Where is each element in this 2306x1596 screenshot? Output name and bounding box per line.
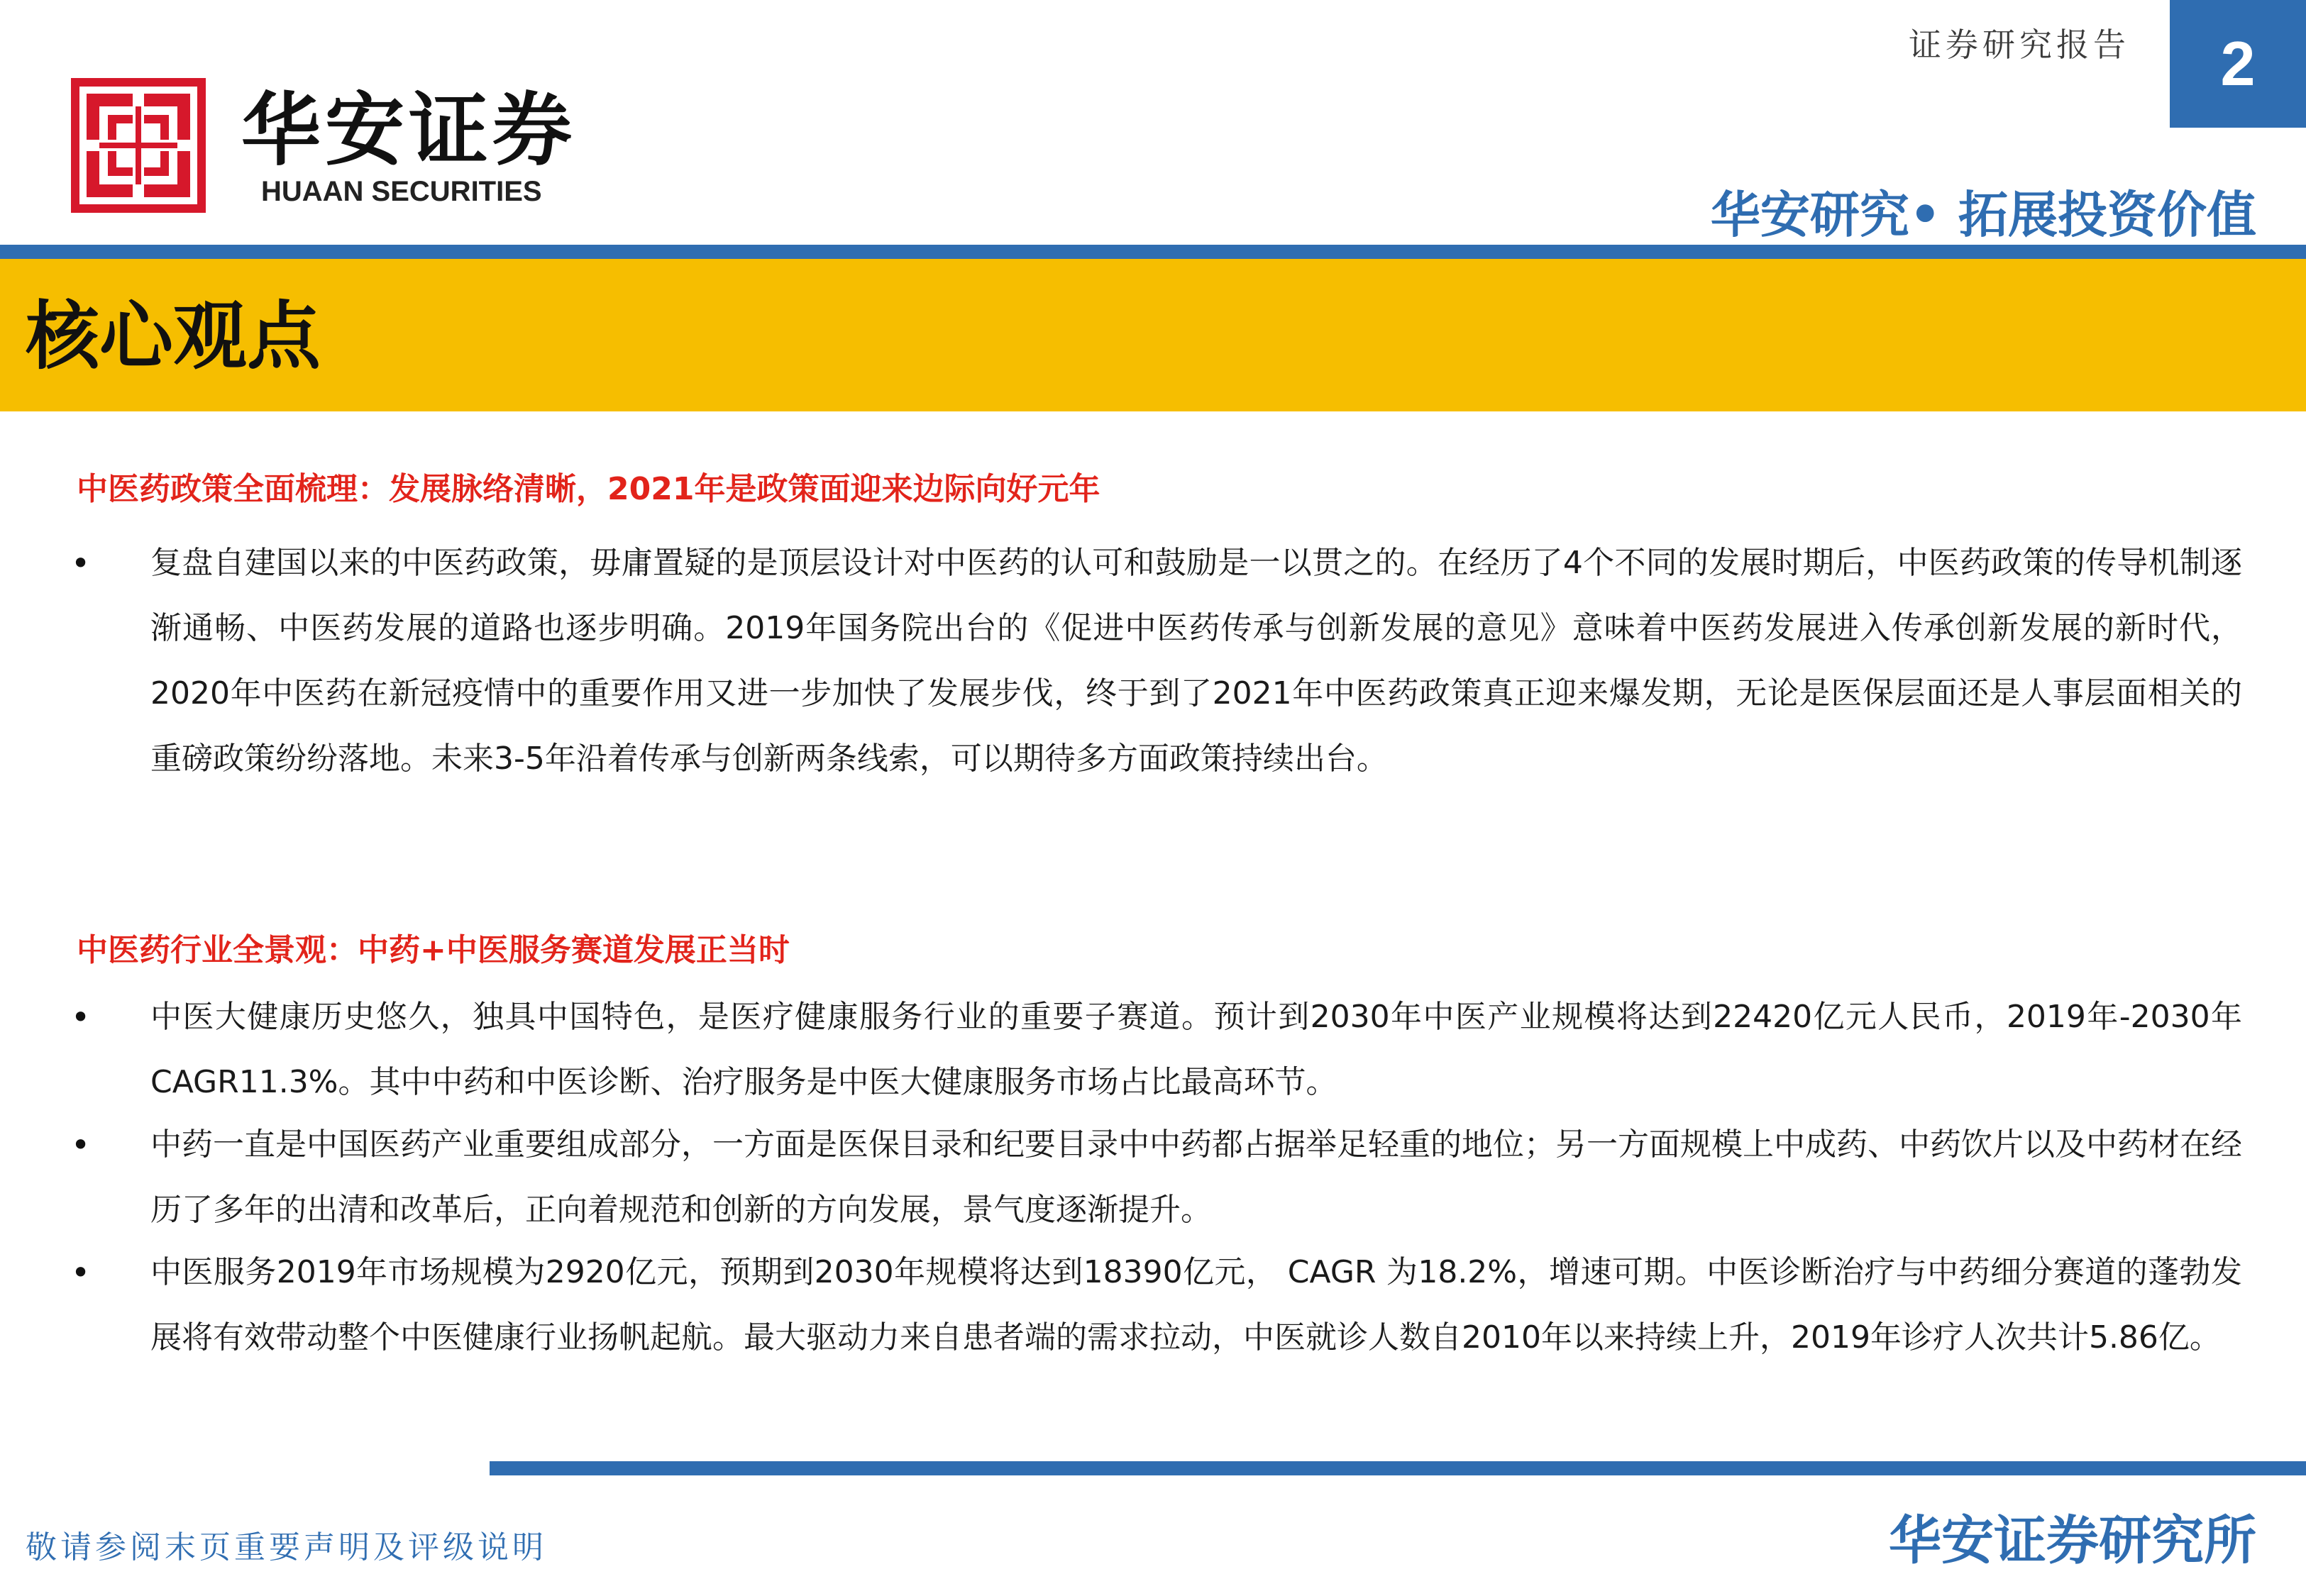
huaan-logo-seal-icon [71, 78, 206, 213]
page-number-badge: 2 [2170, 0, 2306, 128]
bullet-icon: • [71, 544, 91, 582]
bullet-icon: • [71, 998, 91, 1036]
report-type-label: 证券研究报告 [1909, 26, 2130, 64]
logo-chinese-name: 华安证券 [241, 84, 576, 177]
bullet-item [71, 985, 2242, 1115]
section-title: 核心观点 [26, 292, 321, 379]
footer-divider [490, 1461, 2306, 1475]
bullet-item [71, 531, 2242, 792]
footer-disclaimer: 敬请参阅末页重要声明及评级说明 [26, 1529, 547, 1565]
bullet-text: 中医服务2019年市场规模为2920亿元，预期到2030年规模将达到18390亿元， CAGR 为18.2%，增速可期。中医诊断治疗与中药细分赛道的蓬勃发展将有效带动整个中医健康行业扬帆起航。最大驱动力来自患者端的需求拉动，中医就诊人数自2010年以来持续上升，2019年诊疗人次共计5.86亿。 [150, 1254, 2242, 1356]
sub-heading-industry: 中医药行业全景观：中药+中医服务赛道发展正当时 [77, 932, 790, 968]
header-slogan: 华安研究• 拓展投资价值 [1710, 186, 2256, 244]
header-divider [0, 245, 2306, 259]
footer-institute: 华安证券研究所 [1889, 1510, 2256, 1571]
bullet-text: 中药一直是中国医药产业重要组成部分，一方面是医保目录和纪要目录中中药都占据举足轻重的地位；另一方面规模上中成药、中药饮片以及中药材在经历了多年的出清和改革后，正向着规范和创新的方向发展，景气度逐渐提升。 [150, 1126, 2242, 1228]
sub-heading-policy: 中医药政策全面梳理：发展脉络清晰，2021年是政策面迎来边际向好元年 [77, 471, 1100, 507]
section-title-band [0, 259, 2306, 411]
bullet-text: 中医大健康历史悠久，独具中国特色，是医疗健康服务行业的重要子赛道。预计到2030年中医产业规模将达到22420亿元人民币，2019年-2030年 CAGR11.3%。其中中药和中医诊断、治疗服务是中医大健康服务市场占比最高环节。 [150, 999, 2242, 1100]
bullet-icon: • [71, 1253, 91, 1292]
bullet-item [71, 1112, 2242, 1243]
bullet-icon: • [71, 1126, 91, 1164]
bullet-item [71, 1240, 2242, 1370]
logo-english-name: HUAAN SECURITIES [261, 176, 542, 207]
bullet-text: 复盘自建国以来的中医药政策，毋庸置疑的是顶层设计对中医药的认可和鼓励是一以贯之的。在经历了4个不同的发展时期后，中医药政策的传导机制逐渐通畅、中医药发展的道路也逐步明确。2019年国务院出台的《促进中医药传承与创新发展的意见》意味着中医药发展进入传承创新发展的新时代，2020年中医药在新冠疫情中的重要作用又进一步加快了发展步伐，终于到了2021年中医药政策真正迎来爆发期，无论是医保层面还是人事层面相关的重磅政策纷纷落地。未来3-5年沿着传承与创新两条线索，可以期待多方面政策持续出台。 [150, 545, 2242, 777]
